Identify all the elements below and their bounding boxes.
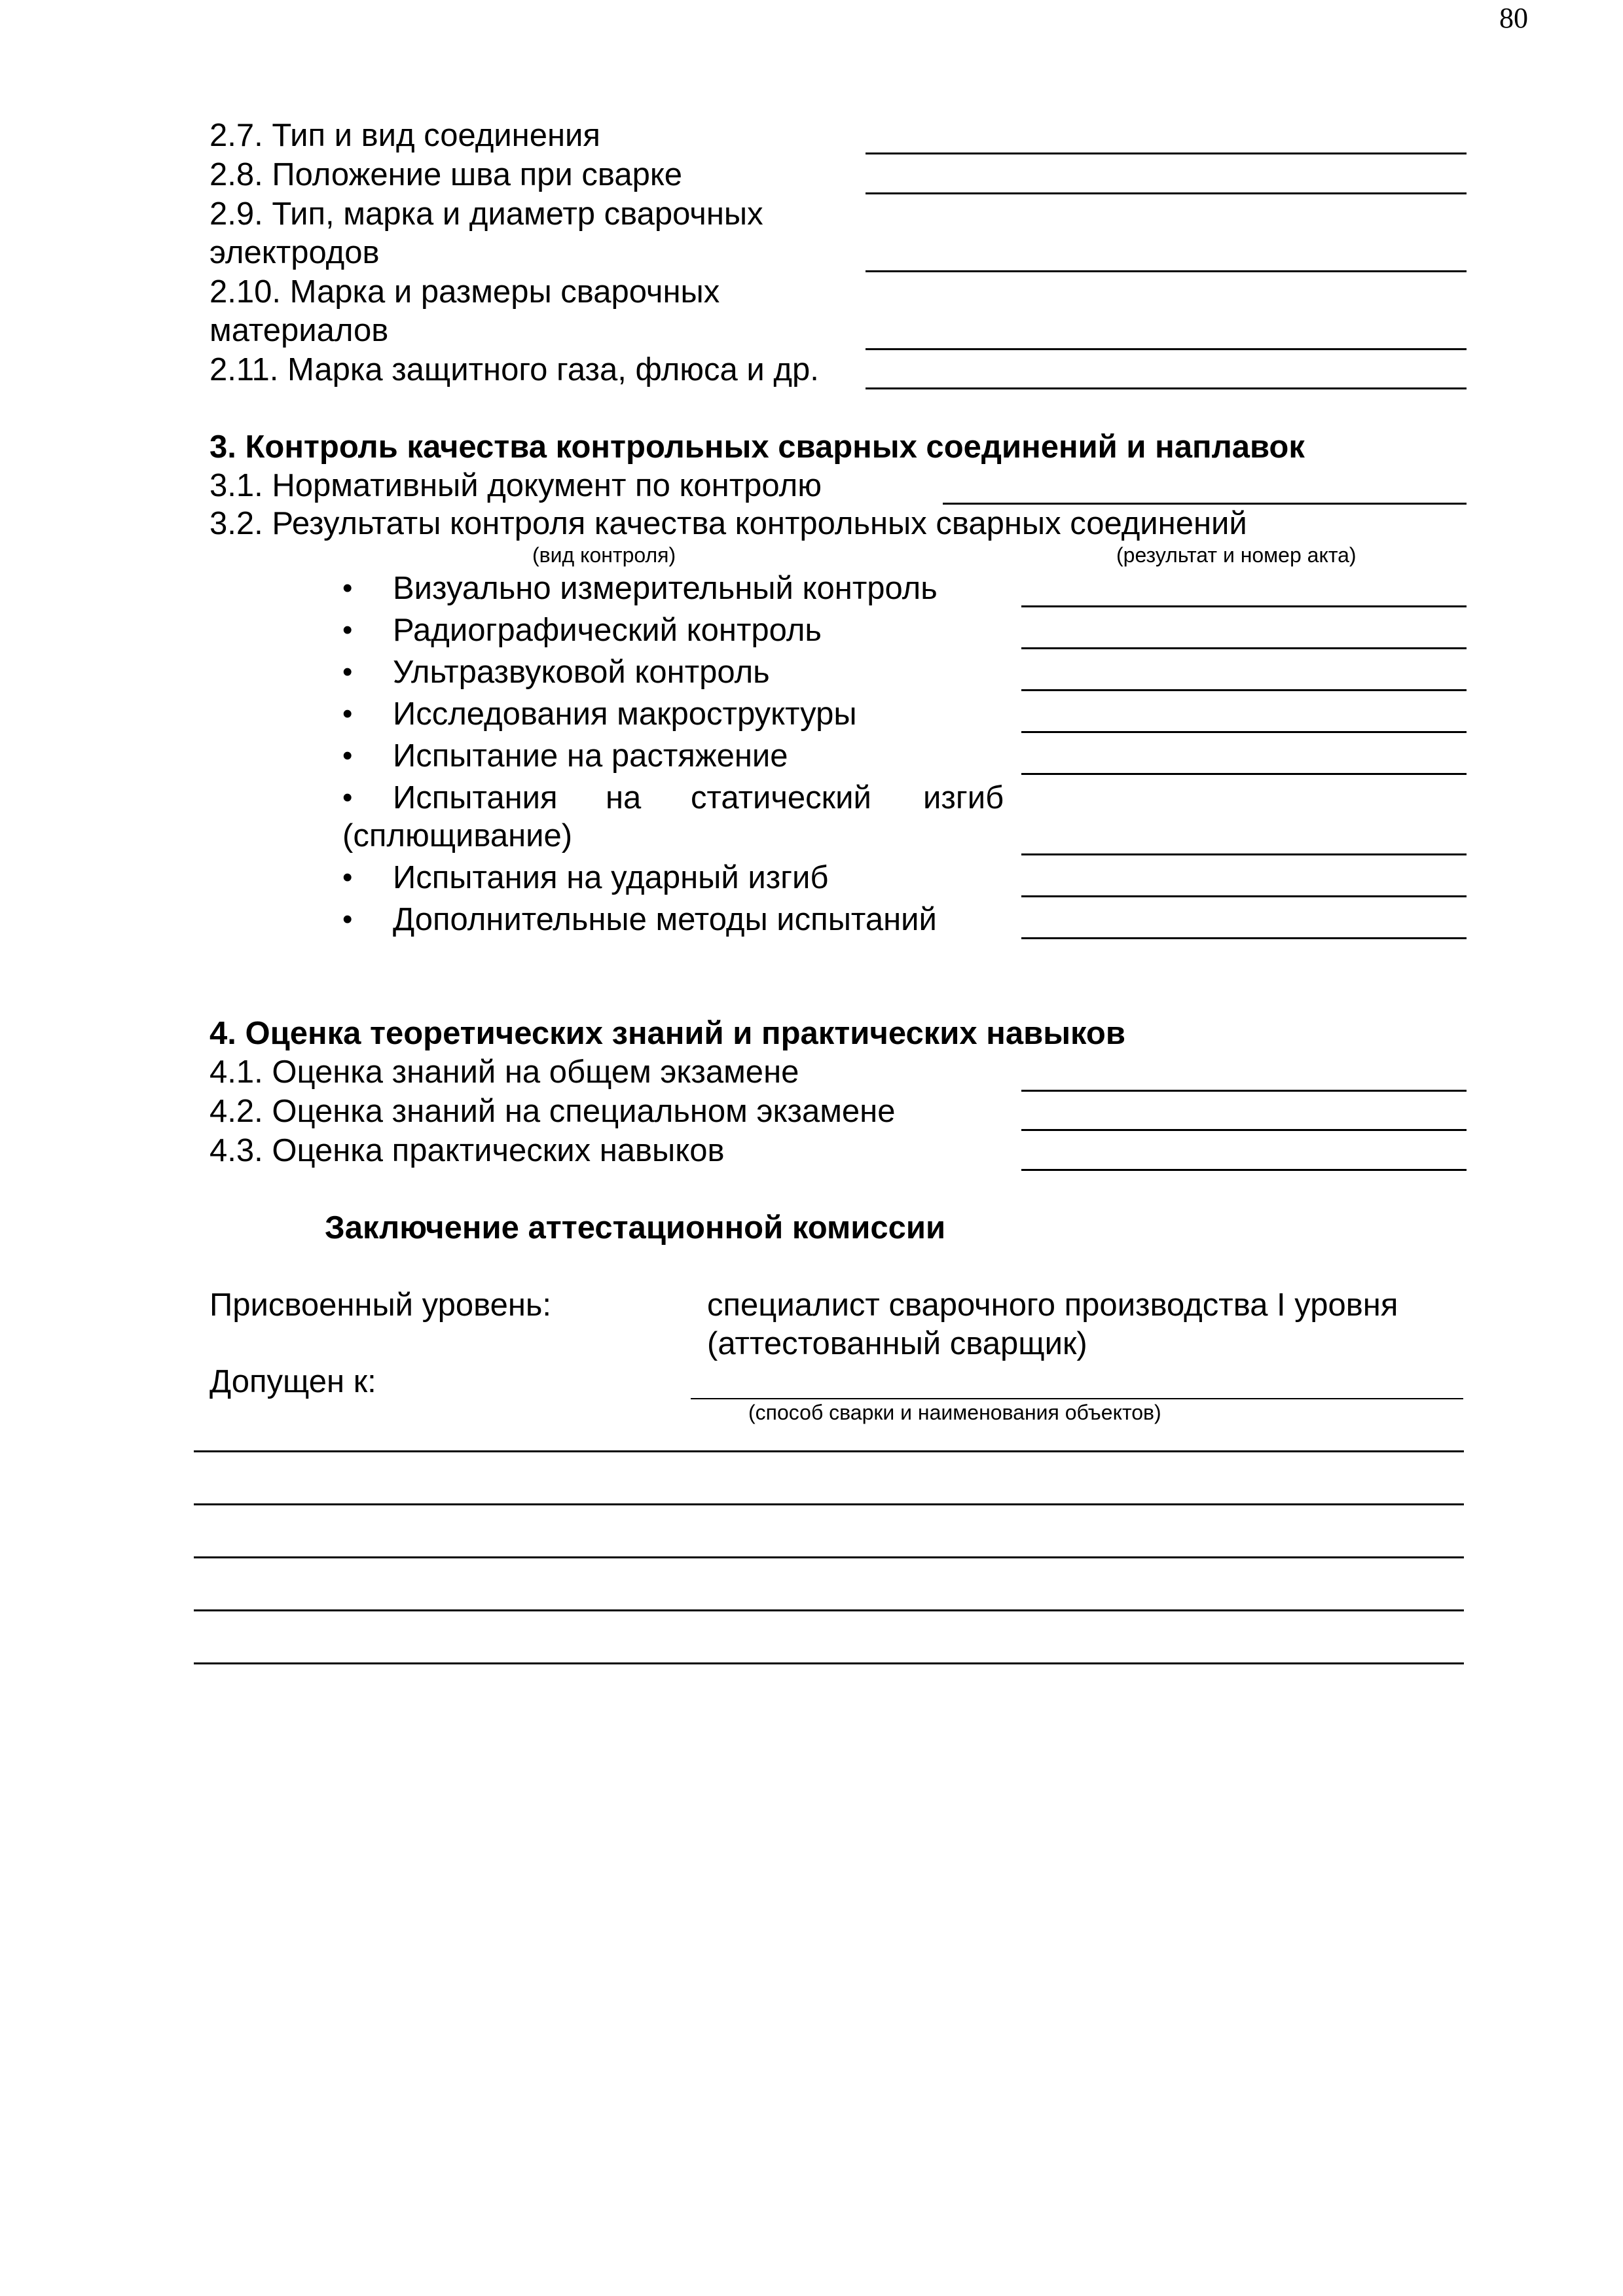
bullet-static-bend-word3: статический: [691, 780, 871, 816]
item-2-10-line2: материалов: [210, 313, 389, 348]
item-3-2: 3.2. Результаты контроля качества контрольных сварных соединений: [210, 506, 1247, 541]
admitted-caption: (способ сварки и наименования объектов): [748, 1401, 1161, 1424]
bullet-macrostructure: Исследования макроструктуры: [393, 696, 857, 732]
page-number: 80: [1499, 2, 1528, 34]
item-3-1: 3.1. Нормативный документ по контролю: [210, 468, 822, 503]
item-4-3: 4.3. Оценка практических навыков: [210, 1133, 725, 1168]
bullet-icon: •: [342, 861, 353, 893]
blank-line-2-10[interactable]: [866, 348, 1467, 350]
blank-line-4-2[interactable]: [1021, 1129, 1467, 1131]
item-4-2: 4.2. Оценка знаний на специальном экзамене: [210, 1094, 896, 1129]
item-2-7: 2.7. Тип и вид соединения: [210, 118, 600, 153]
blank-line-extra-1[interactable]: [194, 1450, 1464, 1452]
blank-line-extra-3[interactable]: [194, 1556, 1464, 1558]
blank-line-tensile[interactable]: [1021, 773, 1467, 775]
blank-line-admitted[interactable]: [691, 1398, 1463, 1399]
bullet-static-bend-word2: на: [606, 780, 642, 816]
item-2-8: 2.8. Положение шва при сварке: [210, 157, 683, 192]
bullet-icon: •: [342, 614, 353, 646]
blank-line-static-bend[interactable]: [1021, 853, 1467, 855]
blank-line-additional[interactable]: [1021, 937, 1467, 939]
level-label: Присвоенный уровень:: [210, 1287, 552, 1323]
section-4-heading: 4. Оценка теоретических знаний и практических навыков: [210, 1016, 1125, 1051]
blank-line-2-9[interactable]: [866, 270, 1467, 272]
blank-line-2-8[interactable]: [866, 192, 1467, 194]
bullet-icon: •: [342, 781, 353, 814]
blank-line-4-1[interactable]: [1021, 1090, 1467, 1092]
bullet-icon: •: [342, 740, 353, 772]
bullet-additional-methods: Дополнительные методы испытаний: [393, 902, 937, 937]
blank-line-radiographic[interactable]: [1021, 647, 1467, 649]
bullet-impact-bend: Испытания на ударный изгиб: [393, 860, 829, 895]
bullet-static-bend-cont: (сплющивание): [342, 818, 573, 853]
blank-line-4-3[interactable]: [1021, 1169, 1467, 1171]
bullet-radiographic: Радиографический контроль: [393, 613, 822, 648]
caption-result-act: (результат и номер акта): [1116, 543, 1357, 567]
blank-line-extra-5[interactable]: [194, 1662, 1464, 1664]
conclusion-heading: Заключение аттестационной комиссии: [325, 1210, 946, 1246]
section-3-heading: 3. Контроль качества контрольных сварных соединений и наплавок: [210, 429, 1305, 465]
item-2-9-line1: 2.9. Тип, марка и диаметр сварочных: [210, 196, 763, 232]
blank-line-2-11[interactable]: [866, 387, 1467, 389]
bullet-icon: •: [342, 656, 353, 688]
bullet-tensile: Испытание на растяжение: [393, 738, 788, 774]
blank-line-2-7[interactable]: [866, 152, 1467, 154]
item-2-11: 2.11. Марка защитного газа, флюса и др.: [210, 352, 819, 387]
blank-line-extra-2[interactable]: [194, 1503, 1464, 1505]
admitted-label: Допущен к:: [210, 1364, 376, 1399]
item-2-10-line1: 2.10. Марка и размеры сварочных: [210, 274, 720, 310]
bullet-static-bend-word4: изгиб: [923, 780, 1004, 816]
blank-line-extra-4[interactable]: [194, 1609, 1464, 1611]
level-value-line1: специалист сварочного производства I уровня: [707, 1287, 1398, 1323]
caption-control-type: (вид контроля): [532, 543, 676, 567]
bullet-icon: •: [342, 572, 353, 604]
blank-line-macrostructure[interactable]: [1021, 731, 1467, 733]
level-value-line2: (аттестованный сварщик): [707, 1326, 1087, 1361]
blank-line-ultrasonic[interactable]: [1021, 689, 1467, 691]
bullet-visual-control: Визуально измерительный контроль: [393, 571, 938, 606]
item-2-9-line2: электродов: [210, 235, 380, 270]
bullet-icon: •: [342, 903, 353, 935]
bullet-icon: •: [342, 698, 353, 730]
item-4-1: 4.1. Оценка знаний на общем экзамене: [210, 1054, 799, 1090]
blank-line-visual[interactable]: [1021, 605, 1467, 607]
bullet-static-bend-word1: Испытания: [393, 780, 558, 816]
bullet-ultrasonic: Ультразвуковой контроль: [393, 655, 770, 690]
blank-line-impact-bend[interactable]: [1021, 895, 1467, 897]
